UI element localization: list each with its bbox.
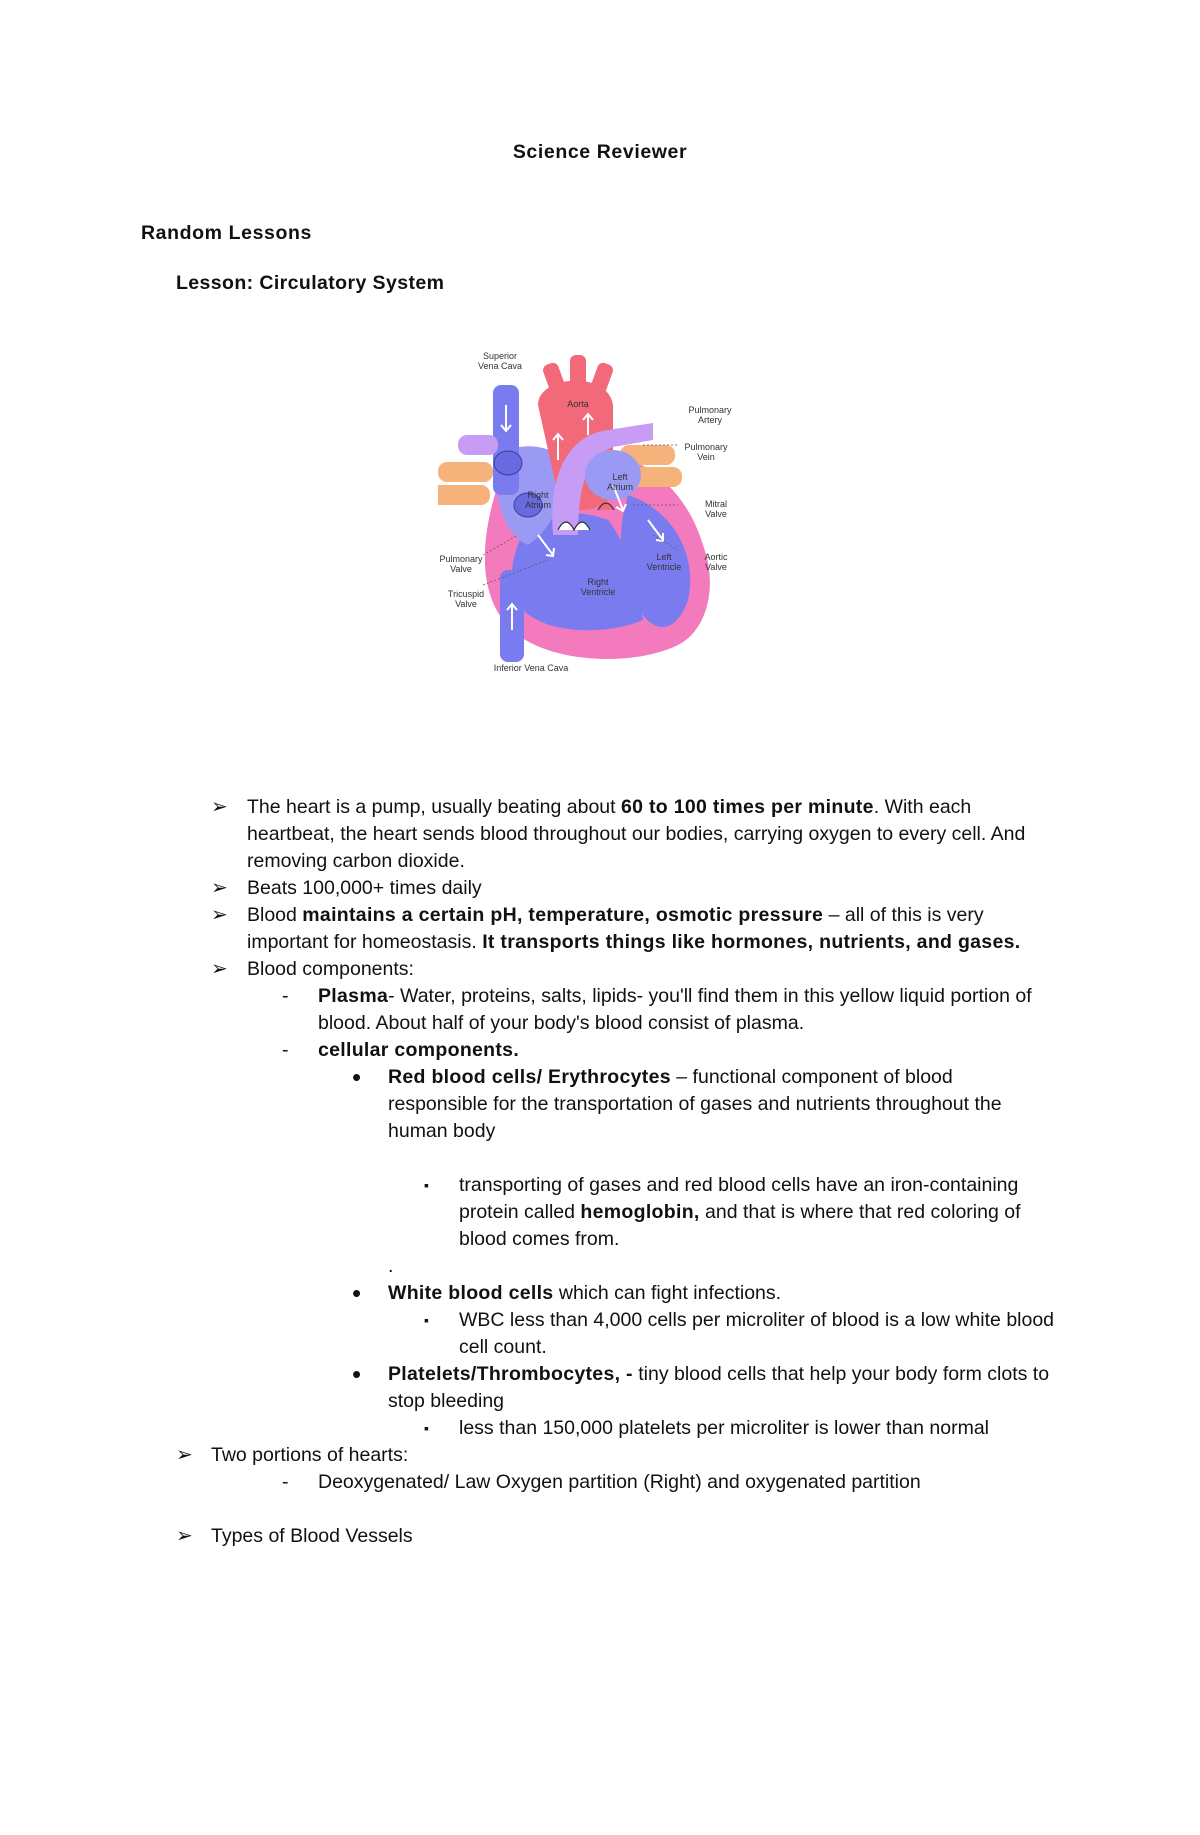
- list-item: ➢ Beats 100,000+ times daily: [0, 875, 1050, 902]
- list-item: ➢ Two portions of hearts:: [0, 1442, 1050, 1469]
- label-pulmonary-artery-2: Artery: [697, 415, 723, 425]
- dot-bullet-icon: •: [352, 1062, 362, 1092]
- list-item: ➢ Blood maintains a certain pH, temperature, osmotic pressure – all of this is very important for homeostasis. It transports things like hormones, nutrients, and gases.: [211, 904, 1021, 953]
- label-left-atrium-2: Atrium: [606, 482, 634, 492]
- label-superior-vena-cava-2: Vena Cava: [477, 361, 523, 371]
- list-item: • Red blood cells/ Erythrocytes – functional component of blood responsible for the transportation of gases and nutrients throughout the human body: [352, 1062, 1002, 1142]
- label-right-ventricle-2: Ventricle: [580, 587, 616, 597]
- lesson-content: [0, 794, 1200, 1550]
- list-item: ➢ Blood components:: [0, 956, 1050, 983]
- arrow-bullet-icon: ➢: [211, 796, 228, 818]
- heart-diagram: [438, 345, 768, 677]
- list-item: • Platelets/Thrombocytes, - tiny blood cells that help your body form clots to stop bleeding: [352, 1359, 1050, 1412]
- dash-bullet-icon: -: [282, 985, 289, 1007]
- arrow-bullet-icon: ➢: [176, 1525, 193, 1547]
- label-pulmonary-vein-2: Vein: [697, 452, 715, 462]
- label-right-atrium-2: Atrium: [524, 500, 552, 510]
- section-heading: Random Lessons: [141, 222, 312, 244]
- label-right-ventricle-1: Right: [587, 577, 609, 587]
- lesson-heading: Lesson: Circulatory System: [176, 272, 445, 294]
- label-left-ventricle-2: Ventricle: [646, 562, 682, 572]
- arrow-bullet-icon: ➢: [211, 958, 228, 980]
- list-item: - Plasma- Water, proteins, salts, lipids- you'll find them in this yellow liquid portion of blood. About half of your body's blood consist of plasma.: [282, 985, 1032, 1034]
- square-bullet-icon: ▪: [424, 1312, 429, 1328]
- label-tricuspid-valve-1: Tricuspid: [447, 589, 485, 599]
- label-inferior-vena-cava: Inferior Vena Cava: [493, 663, 569, 673]
- label-pulmonary-vein-1: Pulmonary: [684, 442, 728, 452]
- label-aortic-valve-1: Aortic: [704, 552, 728, 562]
- list-item: ▪ WBC less than 4,000 cells per microliter of blood is a low white blood cell count.: [424, 1309, 1055, 1358]
- label-aortic-valve-2: Valve: [705, 562, 727, 572]
- square-bullet-icon: ▪: [424, 1177, 429, 1193]
- square-bullet-icon: ▪: [424, 1420, 429, 1436]
- label-superior-vena-cava-1: Superior: [482, 351, 518, 361]
- list-item: ➢ Types of Blood Vessels: [0, 1523, 1050, 1550]
- label-pulmonary-valve-2: Valve: [450, 564, 472, 574]
- list-item: • White blood cells which can fight infections.: [352, 1278, 782, 1308]
- label-pulmonary-artery-1: Pulmonary: [688, 405, 732, 415]
- dash-bullet-icon: -: [282, 1039, 289, 1061]
- arrow-bullet-icon: ➢: [211, 877, 228, 899]
- label-left-ventricle-1: Left: [656, 552, 672, 562]
- stray-period: .: [388, 1255, 394, 1277]
- arrow-bullet-icon: ➢: [176, 1444, 193, 1466]
- label-mitral-valve-2: Valve: [705, 509, 727, 519]
- label-pulmonary-valve-1: Pulmonary: [439, 554, 483, 564]
- list-item: ▪ transporting of gases and red blood cells have an iron-containing protein called hemoglobin, and that is where that red coloring of blood comes from.: [424, 1174, 1021, 1250]
- dash-bullet-icon: -: [282, 1471, 289, 1493]
- list-item: ▪ less than 150,000 platelets per microliter is lower than normal: [0, 1415, 1059, 1442]
- label-tricuspid-valve-2: Valve: [455, 599, 477, 609]
- list-item: ➢ The heart is a pump, usually beating about 60 to 100 times per minute. With each heartbeat, the heart sends blood throughout our bodies, carrying oxygen to every cell. And removing carbon dioxide.: [211, 796, 1026, 872]
- arrow-bullet-icon: ➢: [211, 904, 228, 926]
- dot-bullet-icon: •: [352, 1278, 362, 1308]
- document-title: Science Reviewer: [512, 141, 688, 163]
- label-aorta: Aorta: [567, 399, 589, 409]
- list-item: - cellular components.: [0, 1037, 1050, 1064]
- label-left-atrium-1: Left: [612, 472, 628, 482]
- list-item: - Deoxygenated/ Law Oxygen partition (Right) and oxygenated partition: [0, 1469, 1050, 1496]
- dot-bullet-icon: •: [352, 1359, 362, 1389]
- label-mitral-valve-1: Mitral: [705, 499, 727, 509]
- label-right-atrium-1: Right: [527, 490, 549, 500]
